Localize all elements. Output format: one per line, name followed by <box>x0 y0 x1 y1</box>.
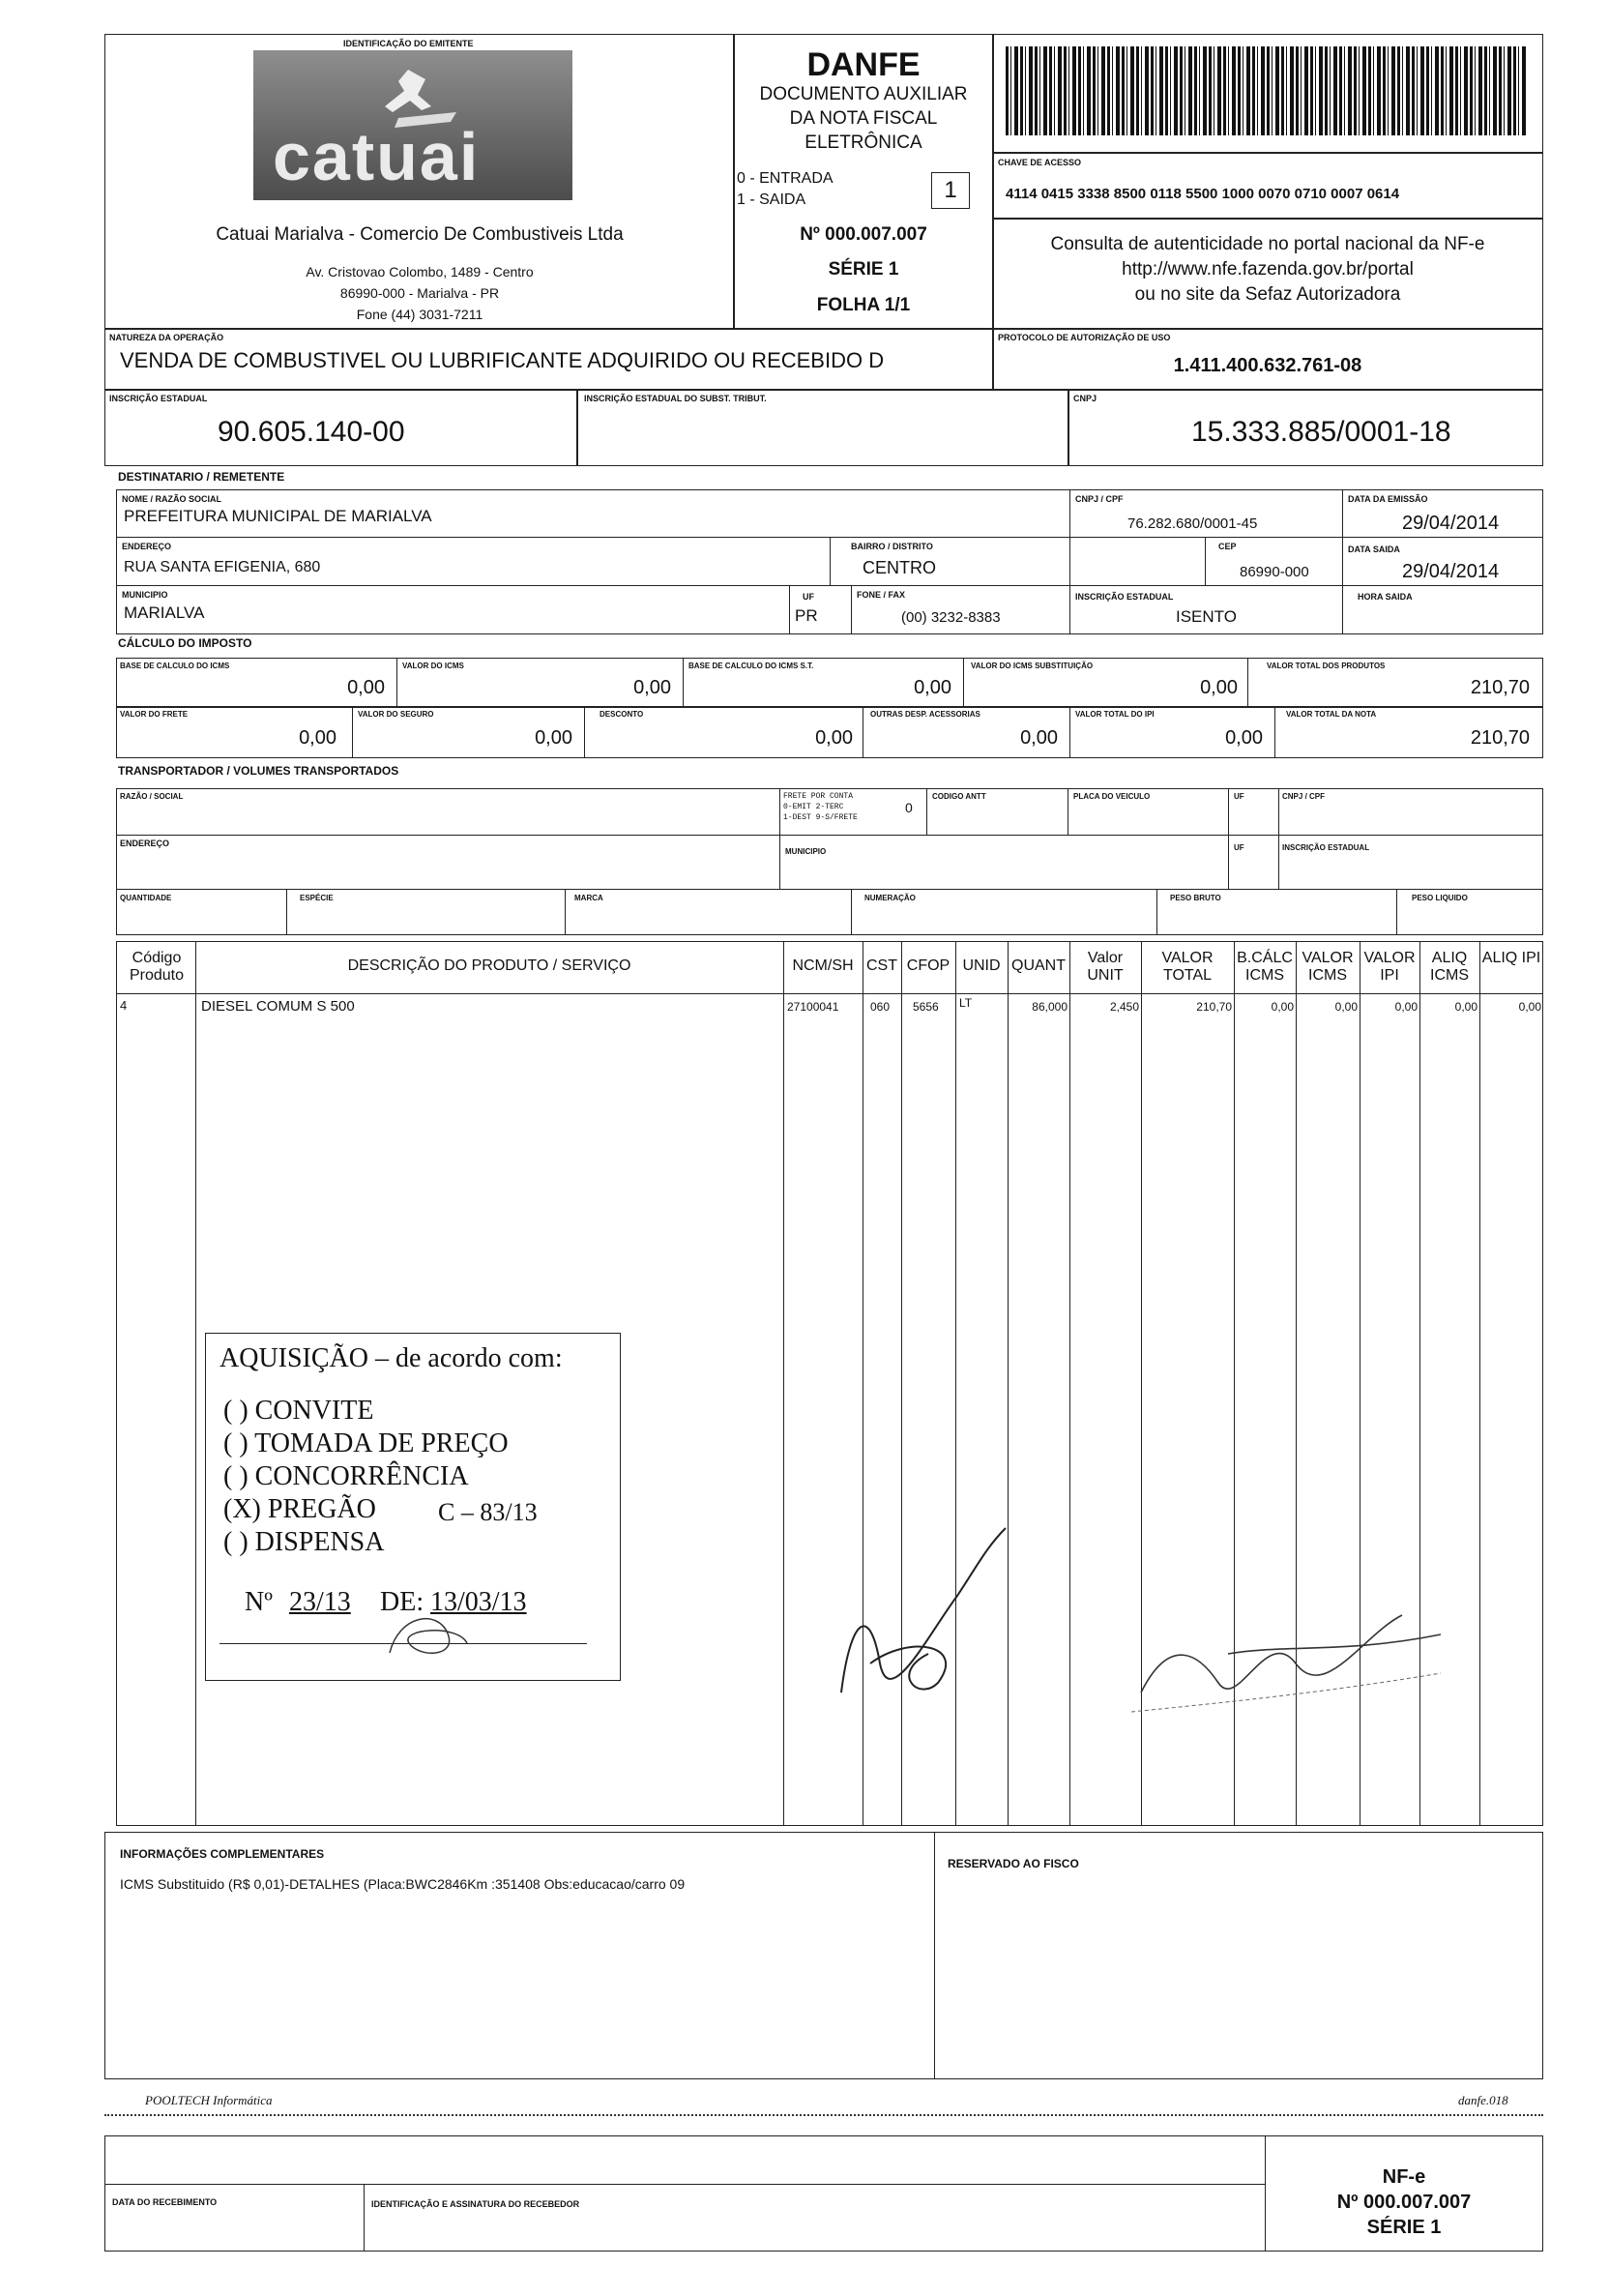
recipient-cnpj: 76.282.680/0001-45 <box>1127 515 1258 532</box>
col-bcicms: B.CÁLC ICMS <box>1237 950 1293 984</box>
software-name: POOLTECH Informática <box>145 2093 273 2107</box>
recipient-nome: PREFEITURA MUNICIPAL DE MARIALVA <box>124 507 432 525</box>
recipient-emissao: 29/04/2014 <box>1402 513 1500 534</box>
row-quant: 86,000 <box>1032 1000 1068 1014</box>
col-quant: QUANT <box>1011 957 1066 974</box>
protocolo-value: 1.411.400.632.761-08 <box>1173 355 1362 376</box>
recipient-cnpj-label: CNPJ / CPF <box>1075 494 1124 504</box>
footer-nfe: NF-e <box>1382 2166 1426 2188</box>
row-vicms: 0,00 <box>1334 1000 1358 1014</box>
tax-v-st-label: VALOR DO ICMS SUBSTITUIÇÃO <box>971 662 1094 670</box>
tax-seguro-label: VALOR DO SEGURO <box>358 710 434 719</box>
company-logo <box>253 50 572 200</box>
footer-numero: Nº 000.007.007 <box>1336 2192 1472 2213</box>
logo-wordmark: catuai <box>273 119 481 194</box>
stamp-num: 23/13 <box>289 1587 351 1617</box>
tax-desconto-label: DESCONTO <box>600 710 644 719</box>
col-aliqicms: ALIQ ICMS <box>1430 950 1469 984</box>
recipient-bairro-label: BAIRRO / DISTRITO <box>851 542 933 551</box>
stamp-option-pregao: (X) PREGÃO <box>223 1494 376 1524</box>
recipient-uf: PR <box>795 606 818 625</box>
stamp-de: 13/03/13 <box>430 1587 527 1617</box>
row-ncm: 27100041 <box>787 1000 839 1014</box>
row-aliqicms: 0,00 <box>1454 1000 1477 1014</box>
row-codigo: 4 <box>120 998 128 1013</box>
barcode <box>1006 46 1528 135</box>
tax-bc-icms-label: BASE DE CALCULO DO ICMS <box>120 662 230 670</box>
row-aliqipi: 0,00 <box>1518 1000 1541 1014</box>
ie-label: INSCRIÇÃO ESTADUAL <box>109 394 208 403</box>
transport-marca-label: MARCA <box>574 894 603 902</box>
col-codigo: Código Produto <box>129 950 185 984</box>
tax-bc-st-label: BASE DE CALCULO DO ICMS S.T. <box>688 662 814 670</box>
danfe-subtitle-2: DA NOTA FISCAL <box>789 108 938 129</box>
danfe-entrada: 0 - ENTRADA <box>737 170 834 187</box>
stamp-pregao-ref: C – 83/13 <box>438 1498 538 1526</box>
recipient-section: DESTINATARIO / REMETENTE <box>118 470 285 484</box>
info-box <box>104 1832 1543 2079</box>
recipient-uf-label: UF <box>803 592 814 602</box>
emitter-phone: Fone (44) 3031-7211 <box>356 307 483 322</box>
danfe-serie: SÉRIE 1 <box>828 259 899 280</box>
recipient-endereco-label: ENDEREÇO <box>122 542 172 551</box>
tax-v-icms-label: VALOR DO ICMS <box>402 662 464 670</box>
transport-ie-label: INSCRIÇÃO ESTADUAL <box>1282 843 1370 852</box>
transport-razao-label: RAZÃO / SOCIAL <box>120 792 184 801</box>
recipient-saida-label: DATA SAIDA <box>1348 545 1400 554</box>
tax-bc-icms: 0,00 <box>347 677 385 698</box>
recipient-cep-label: CEP <box>1218 542 1237 551</box>
info-label: INFORMAÇÕES COMPLEMENTARES <box>120 1847 325 1861</box>
aquisicao-stamp <box>205 1333 621 1681</box>
cnpj-label: CNPJ <box>1073 394 1097 403</box>
col-vtotal: VALOR TOTAL <box>1161 950 1214 984</box>
footer-serie: SÉRIE 1 <box>1366 2217 1442 2238</box>
row-bcicms: 0,00 <box>1271 1000 1294 1014</box>
transport-cnpj-label: CNPJ / CPF <box>1282 792 1326 801</box>
tax-v-st: 0,00 <box>1200 677 1238 698</box>
natureza-value: VENDA DE COMBUSTIVEL OU LUBRIFICANTE ADQUIRIDO OU RECEBIDO D <box>120 348 885 372</box>
tax-outras: 0,00 <box>1020 727 1058 749</box>
col-cfop: CFOP <box>906 957 951 974</box>
stamp-option-dispensa: ( ) DISPENSA <box>223 1527 385 1557</box>
fisco-label: RESERVADO AO FISCO <box>948 1857 1079 1870</box>
transport-endereco-label: ENDEREÇO <box>120 839 170 848</box>
consulta-line-3: ou no site da Sefaz Autorizadora <box>1134 284 1401 305</box>
emitter-address: Av. Cristovao Colombo, 1489 - Centro <box>306 264 534 280</box>
transport-uf2-label: UF <box>1234 843 1244 852</box>
danfe-numero: Nº 000.007.007 <box>800 224 927 245</box>
stamp-title: AQUISIÇÃO – de acordo com: <box>219 1343 563 1373</box>
col-vicms: VALOR ICMS <box>1302 950 1354 984</box>
danfe-title: DANFE <box>806 46 921 83</box>
danfe-subtitle-3: ELETRÔNICA <box>804 132 922 153</box>
transport-peso-bruto-label: PESO BRUTO <box>1170 894 1221 902</box>
access-key-label: CHAVE DE ACESSO <box>998 158 1082 167</box>
col-ncm: NCM/SH <box>792 957 854 974</box>
transport-municipio-label: MUNICIPIO <box>785 847 827 856</box>
recipient-endereco: RUA SANTA EFIGENIA, 680 <box>124 559 321 575</box>
tax-ipi: 0,00 <box>1225 727 1263 749</box>
tax-bc-st: 0,00 <box>914 677 951 698</box>
tax-section: CÁLCULO DO IMPOSTO <box>118 636 252 650</box>
consulta-url: http://www.nfe.fazenda.gov.br/portal <box>1122 259 1414 280</box>
transport-frete-line-3: 1-DEST 9-S/FRETE <box>783 813 858 822</box>
recipient-ie: ISENTO <box>1176 607 1237 626</box>
recipient-nome-label: NOME / RAZÃO SOCIAL <box>122 494 221 504</box>
row-vipi: 0,00 <box>1394 1000 1418 1014</box>
tax-frete-label: VALOR DO FRETE <box>120 710 189 719</box>
tax-v-icms: 0,00 <box>633 677 671 698</box>
recipient-municipio: MARIALVA <box>124 603 205 622</box>
row-vunit: 2,450 <box>1109 1000 1139 1014</box>
ie-st-label: INSCRIÇÃO ESTADUAL DO SUBST. TRIBUT. <box>584 394 767 403</box>
col-vunit: Valor UNIT <box>1087 950 1124 984</box>
recipient-hora-label: HORA SAIDA <box>1358 592 1413 602</box>
tax-v-prod-label: VALOR TOTAL DOS PRODUTOS <box>1267 662 1386 670</box>
transport-peso-liq-label: PESO LIQUIDO <box>1412 894 1468 902</box>
tax-frete: 0,00 <box>299 727 336 749</box>
col-vipi: VALOR IPI <box>1363 950 1416 984</box>
tax-seguro: 0,00 <box>535 727 572 749</box>
row-cst: 060 <box>870 1000 891 1014</box>
stamp-num-label: Nº <box>245 1587 273 1617</box>
transport-section: TRANSPORTADOR / VOLUMES TRANSPORTADOS <box>118 764 399 778</box>
col-unid: UNID <box>962 957 1001 974</box>
transport-frete-line-2: 0-EMIT 2-TERC <box>783 803 844 811</box>
emitter-city: 86990-000 - Marialva - PR <box>339 285 500 301</box>
receipt-signature-label: IDENTIFICAÇÃO E ASSINATURA DO RECEBEDOR <box>371 2199 580 2209</box>
protocolo-label: PROTOCOLO DE AUTORIZAÇÃO DE USO <box>998 333 1171 342</box>
natureza-label: NATUREZA DA OPERAÇÃO <box>109 333 224 342</box>
row-unid: LT <box>959 996 973 1010</box>
stamp-option-concorrencia: ( ) CONCORRÊNCIA <box>223 1461 469 1491</box>
recipient-saida: 29/04/2014 <box>1402 561 1500 582</box>
recipient-ie-label: INSCRIÇÃO ESTADUAL <box>1075 592 1174 602</box>
recipient-fone-label: FONE / FAX <box>857 590 906 600</box>
row-cfop: 5656 <box>913 1000 939 1014</box>
ie-value: 90.605.140-00 <box>218 416 405 448</box>
stamp-de-label: DE: <box>380 1587 424 1617</box>
row-descricao: DIESEL COMUM S 500 <box>201 998 355 1015</box>
tax-nota: 210,70 <box>1470 727 1530 749</box>
col-aliqipi: ALIQ IPI <box>1481 950 1541 966</box>
recipient-emissao-label: DATA DA EMISSÃO <box>1348 494 1428 504</box>
emitter-name: Catuai Marialva - Comercio De Combustiveis Ltda <box>216 224 624 245</box>
access-key: 4114 0415 3338 8500 0118 5500 1000 0070 0710 0007 0614 <box>1006 186 1400 202</box>
col-descricao: DESCRIÇÃO DO PRODUTO / SERVIÇO <box>347 957 631 974</box>
receipt-date-label: DATA DO RECEBIMENTO <box>112 2197 218 2207</box>
transport-qtd-label: QUANTIDADE <box>120 894 172 902</box>
col-cst: CST <box>866 957 897 974</box>
tax-v-prod: 210,70 <box>1470 677 1530 698</box>
recipient-fone: (00) 3232-8383 <box>901 609 1001 626</box>
transport-placa-label: PLACA DO VEICULO <box>1073 792 1151 801</box>
stamp-initials-signature <box>380 1604 477 1663</box>
info-text: ICMS Substituido (R$ 0,01)-DETALHES (Placa:BWC2846Km :351408 Obs:educacao/carro 09 <box>120 1876 686 1892</box>
stamp-option-tomada: ( ) TOMADA DE PREÇO <box>223 1428 509 1458</box>
cnpj-value: 15.333.885/0001-18 <box>1191 416 1451 448</box>
transport-frete-line-1: FRETE POR CONTA <box>783 792 854 801</box>
transport-antt-label: CODIGO ANTT <box>932 792 986 801</box>
stamp-option-convite: ( ) CONVITE <box>223 1396 374 1426</box>
danfe-saida: 1 - SAIDA <box>737 191 806 208</box>
transport-frete-value: 0 <box>905 800 913 815</box>
danfe-code: danfe.018 <box>1458 2093 1508 2107</box>
tax-ipi-label: VALOR TOTAL DO IPI <box>1075 710 1155 719</box>
tax-outras-label: OUTRAS DESP. ACESSORIAS <box>870 710 980 719</box>
transport-especie-label: ESPÉCIE <box>300 894 334 902</box>
danfe-tipo-box: 1 <box>931 172 970 209</box>
row-vtotal: 210,70 <box>1196 1000 1232 1014</box>
danfe-subtitle-1: DOCUMENTO AUXILIAR <box>759 84 968 104</box>
transport-numeracao-label: NUMERAÇÃO <box>864 894 916 902</box>
handwritten-signature-1 <box>812 1518 1025 1722</box>
transport-uf-label: UF <box>1234 792 1244 801</box>
recipient-bairro: CENTRO <box>863 558 936 577</box>
secretaria-stamp-signature <box>1112 1596 1460 1741</box>
tax-desconto: 0,00 <box>815 727 853 749</box>
recipient-cep: 86990-000 <box>1240 564 1309 580</box>
tax-nota-label: VALOR TOTAL DA NOTA <box>1286 710 1377 719</box>
danfe-folha: FOLHA 1/1 <box>816 295 911 315</box>
consulta-line-1: Consulta de autenticidade no portal nacional da NF-e <box>1050 234 1485 254</box>
recipient-municipio-label: MUNICIPIO <box>122 590 168 600</box>
emitter-section-label: IDENTIFICAÇÃO DO EMITENTE <box>343 39 474 48</box>
